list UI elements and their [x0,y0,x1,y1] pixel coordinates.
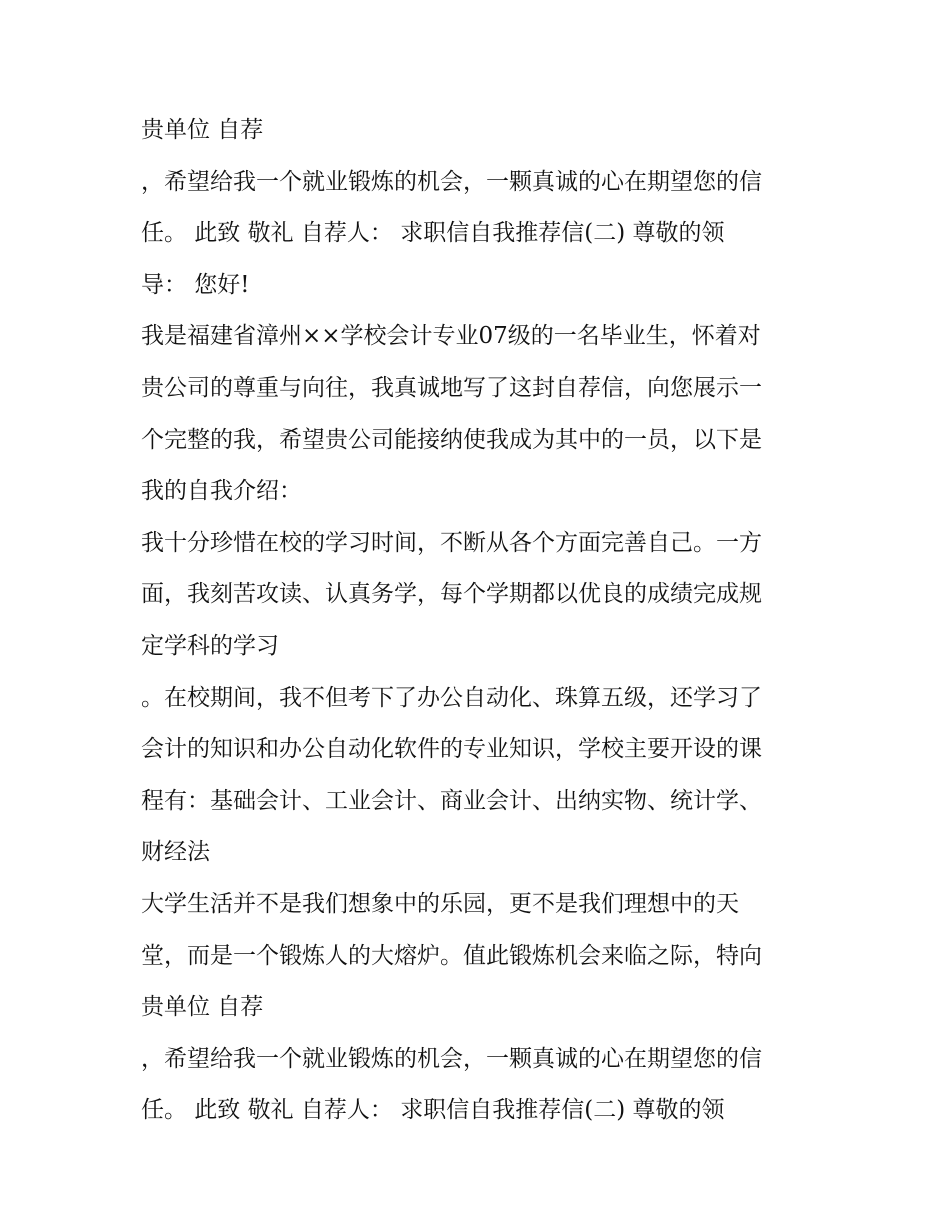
text-line: 贵单位 自荐 [141,994,264,1021]
text-line: 。在校期间，我不但考下了办公自动化、珠算五级，还学习了 [141,684,762,711]
text-line: 面，我刻苦攻读、认真务学，每个学期都以优良的成绩完成规 [141,581,762,608]
text-line: 我是福建省漳州××学校会计专业07级的一名毕业生，怀着对 [141,323,761,350]
text-line: ，希望给我一个就业锻炼的机会，一颗真诚的心在期望您的信 [141,1045,762,1072]
text-line: 财经法 [141,839,210,866]
text-line: 大学生活并不是我们想象中的乐园，更不是我们理想中的天 [141,890,739,917]
text-line: 贵单位 自荐 [141,117,264,143]
text-line: ，希望给我一个就业锻炼的机会，一颗真诚的心在期望您的信 [141,168,762,195]
text-line: 我的自我介绍： [141,478,302,505]
text-line: 个完整的我，希望贵公司能接纳使我成为其中的一员，以下是 [141,426,762,453]
text-line: 导： 您好! [141,271,250,298]
text-line: 堂，而是一个锻炼人的大熔炉。值此锻炼机会来临之际，特向 [141,942,762,969]
text-line: 会计的知识和办公自动化软件的专业知识，学校主要开设的课 [141,736,762,763]
text-line: 程有：基础会计、工业会计、商业会计、出纳实物、统计学、 [141,787,762,814]
text-line: 贵公司的尊重与向往，我真诚地写了这封自荐信，向您展示一 [141,374,762,401]
text-line: 任。 此致 敬礼 自荐人： 求职信自我推荐信(二) 尊敬的领 [141,1097,725,1124]
text-line: 定学科的学习 [141,632,279,659]
text-line: 任。 此致 敬礼 自荐人： 求职信自我推荐信(二) 尊敬的领 [141,220,725,247]
document-body [141,110,821,1142]
text-line: 我十分珍惜在校的学习时间，不断从各个方面完善自己。一方 [141,529,762,556]
